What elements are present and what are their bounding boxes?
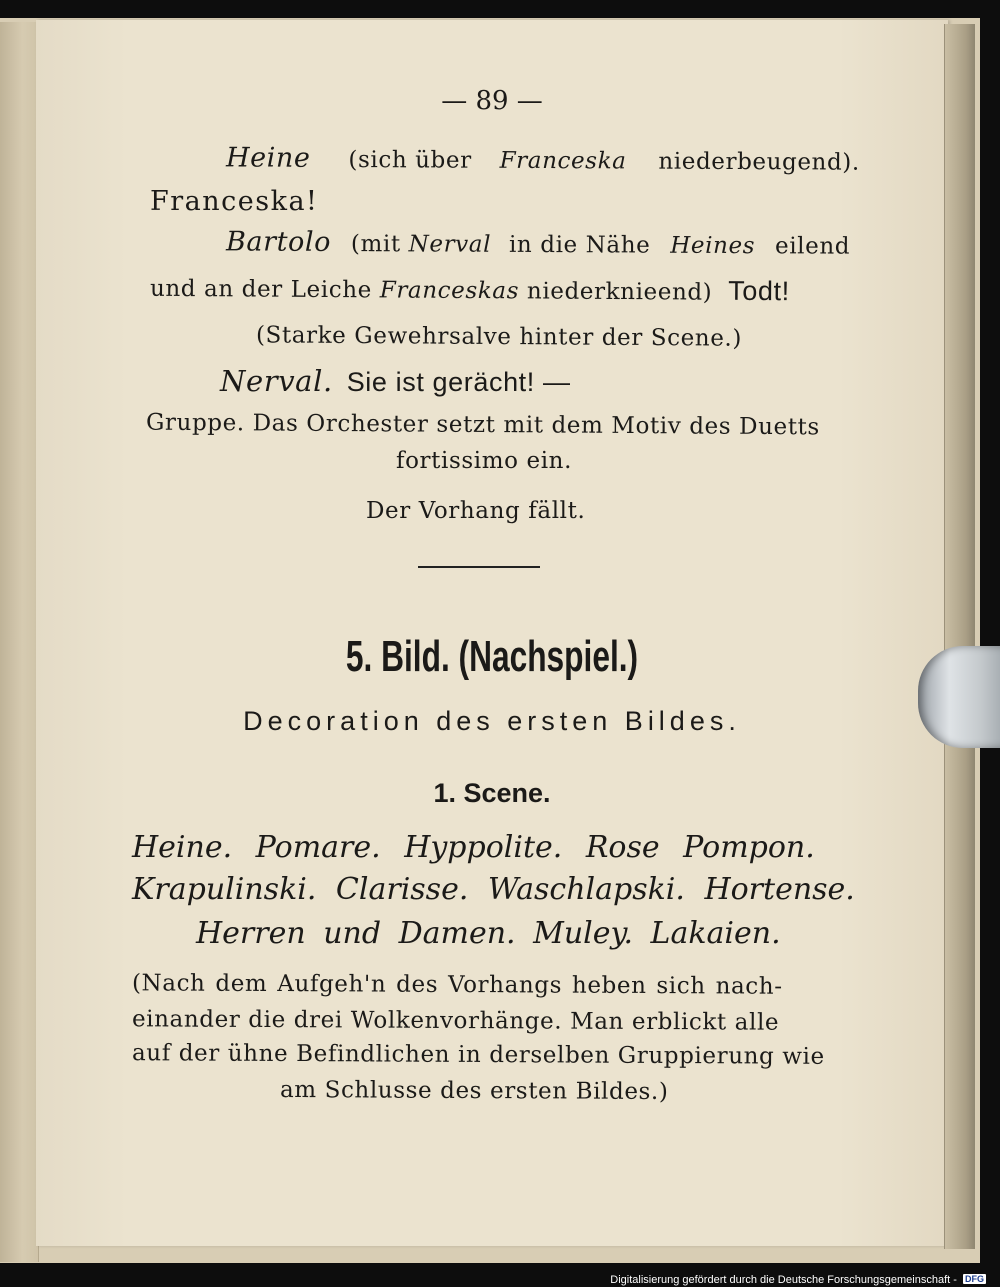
book-left-edge: [0, 22, 39, 1262]
stage-direction: Der Vorhang fällt.: [366, 498, 586, 524]
book-page: [36, 20, 948, 1246]
speaker-nerval: Nerval.: [220, 364, 333, 398]
page-number: — 89 —: [441, 86, 543, 116]
character-ref: Nerval: [408, 231, 492, 258]
stage-direction: Gruppe. Das Orchester setzt mit dem Motiv des Duetts: [145, 409, 820, 441]
stage-note-end: niederbeugend).: [658, 148, 860, 176]
stage-note: in die Nähe: [508, 231, 651, 259]
stage-direction-line: [150, 272, 790, 307]
stage-note-end: eilend: [774, 233, 851, 260]
scene-heading: 1. Scene.: [433, 778, 551, 808]
stage-note: und an der Leiche: [149, 275, 372, 304]
dialogue-line-bartolo: [226, 226, 850, 260]
scanner-thumb: [918, 646, 1000, 748]
character-ref: Heines: [670, 232, 756, 260]
speaker-bartolo: Bartolo: [225, 226, 332, 258]
stage-note: (mit: [350, 231, 401, 258]
dialogue-text: Sie ist gerächt! —: [346, 367, 571, 397]
stage-direction: (Starke Gewehrsalve hinter der Scene.): [255, 322, 743, 352]
book-right-edge: [944, 24, 975, 1249]
dialogue-line-heine: [226, 142, 860, 176]
character-ref: Franceska: [499, 147, 627, 175]
character-list-line: Heine. Pomare. Hyppolite. Rose Pompon.: [132, 830, 815, 865]
character-list-line: Herren und Damen. Muley. Lakaien.: [196, 916, 781, 951]
dialogue-text: Franceska!: [150, 186, 319, 217]
stage-direction: auf der ühne Befindlichen in derselben Gruppierung wie: [131, 1040, 825, 1070]
character-list-line: Krapulinski. Clarisse. Waschlapski. Hortense.: [132, 872, 855, 907]
stage-direction: fortissimo ein.: [396, 448, 572, 474]
stage-direction: (Nach dem Aufgeh'n des Vorhangs heben sich nach-: [131, 970, 783, 1000]
section-title: 5. Bild. (Nachspiel.): [345, 632, 639, 681]
dfg-logo: DFG: [965, 1274, 984, 1284]
stage-direction: einander die drei Wolkenvorhänge. Man erblickt alle: [131, 1006, 780, 1036]
dialogue-line-nerval: [220, 364, 571, 398]
footer-text: Digitalisierung gefördert durch die Deutsche Forschungsgemeinschaft -: [610, 1274, 957, 1286]
stage-note: niederknieend): [526, 278, 713, 306]
stage-note: (sich über: [348, 146, 472, 174]
dialogue-text: Todt!: [728, 275, 790, 307]
footer-credit: [610, 1274, 986, 1286]
character-ref: Franceskas: [379, 277, 520, 305]
stage-direction: am Schlusse des ersten Bildes.): [279, 1076, 669, 1106]
divider-rule: [418, 566, 540, 568]
speaker-heine: Heine: [225, 142, 311, 174]
section-subtitle: Decoration des ersten Bildes.: [243, 706, 741, 736]
